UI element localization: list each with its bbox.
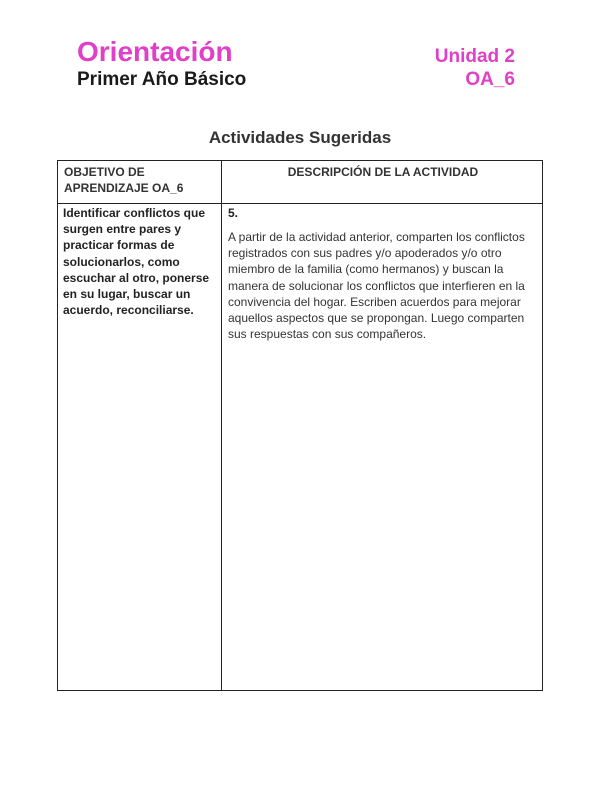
oa-label: OA_6	[465, 69, 515, 90]
unit-label: Unidad 2	[434, 46, 515, 67]
activity-description: A partir de la actividad anterior, comparten los conflictos registrados con sus padres y/o apoderados y/o otro miembro de la familia (como hermanos) y buscan la manera de solucionar los conflictos que interfieren en la convivencia del hogar. Escriben acuerdos para mejorar aquellos aspectos que se propongan. Luego comparten sus respuestas con sus compañeros.	[228, 230, 525, 342]
activity-table	[57, 160, 543, 691]
row-divider	[58, 203, 542, 204]
column-divider	[221, 161, 222, 690]
grade-title: Primer Año Básico	[77, 69, 247, 90]
description-column-header: DESCRIPCIÓN DE LA ACTIVIDAD	[287, 165, 479, 179]
objective-text: Identificar conflictos que surgen entre pares y practicar formas de solucionarlos, como escuchar al otro, ponerse en su lugar, buscar un acuerdo, reconciliarse.	[63, 206, 210, 318]
section-title: Actividades Sugeridas	[208, 128, 392, 147]
activity-number: 5.	[228, 206, 239, 220]
objective-column-header: OBJETIVO DE APRENDIZAJE OA_6	[64, 165, 184, 195]
subject-title: Orientación	[77, 36, 233, 67]
